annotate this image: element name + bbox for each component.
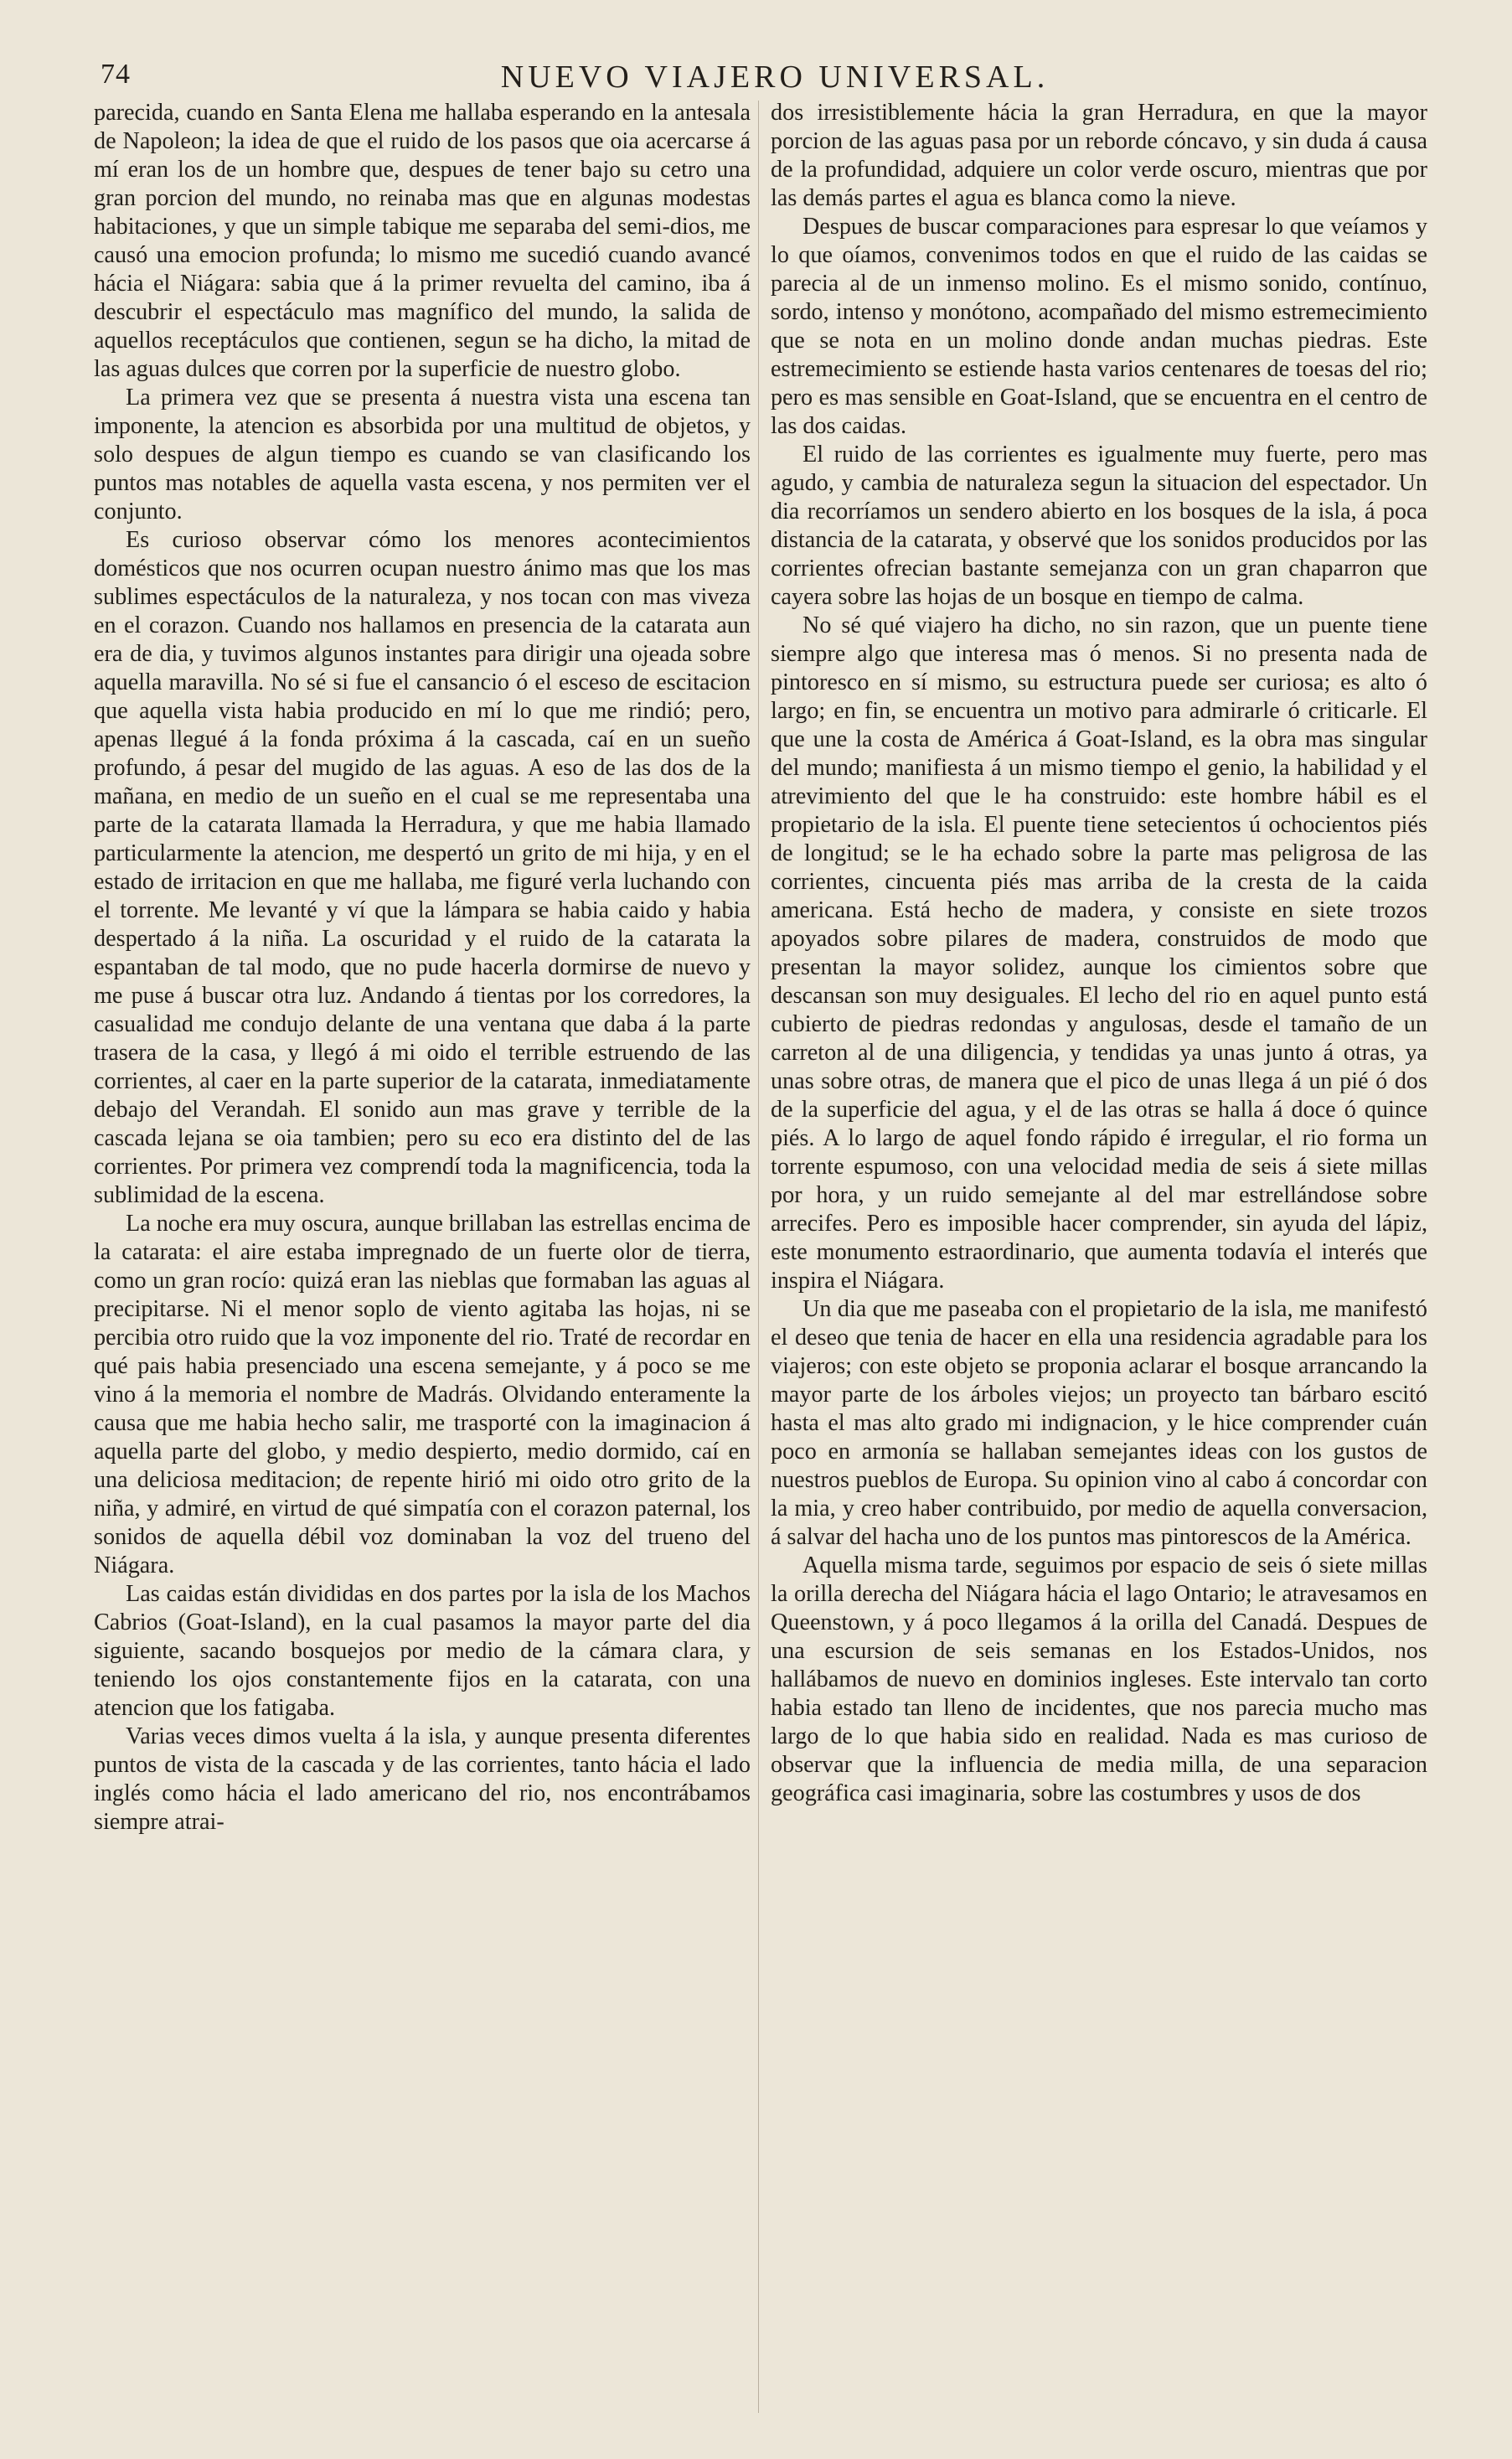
paragraph: Las caidas están divididas en dos partes por la isla de los Machos Cabrios (Goat-Island), en la cual pasamos la mayor parte del dia siguiente, sacando bosquejos por medio de la cámara clara, y teniendo los ojos constantemente fijos en la catarata, con una atencion que los fatigaba. <box>94 1581 751 1721</box>
paragraph: El ruido de las corrientes es igualmente muy fuerte, pero mas agudo, y cambia de naturaleza segun la situacion del espectador. Un dia recorríamos un sendero abierto en los bosques de la isla, á poca distancia de la catarata, y observé que los sonidos producidos por las corrientes ofrecian bastante semejanza con un gran chaparron que cayera sobre las hojas de un bosque en tiempo de calma. <box>771 442 1427 610</box>
paragraph: Es curioso observar cómo los menores acontecimientos domésticos que nos ocurren ocupan nuestro ánimo mas que los mas sublimes espectáculos de la naturaleza, y nos tocan con mas viveza en el corazon. Cuando nos hallamos en presencia de la catarata aun era de dia, y tuvimos algunos instantes para dirigir una ojeada sobre aquella maravilla. No sé si fue el cansancio ó el esceso de escitacion que aquella vista habia producido en mí lo que me rindió; pero, apenas llegué á la fonda próxima á la cascada, caí en un sueño profundo, á pesar del mugido de las aguas. A eso de las dos de la mañana, en medio de un sueño en el cual se me representaba una parte de la catarata llamada la Herradura, y que me habia llamado particularmente la atencion, me despertó un grito de mi hija, y en el estado de irritacion en que me hallaba, me figuré verla luchando con el torrente. Me levanté y ví que la lámpara se habia caido y habia despertado á la niña. La oscuridad y el ruido de la catarata la espantaban de tal modo, que no pude hacerla dormirse de nuevo y me puse á buscar otra luz. Andando á tientas por los corredores, la casualidad me condujo delante de una ventana que daba á la parte trasera de la casa, y llegó á mi oido el terrible estruendo de las corrientes, al caer en la parte superior de la catarata, inmediatamente debajo del Verandah. El sonido aun mas grave y terrible de la cascada lejana se oia tambien; pero su eco era distinto del de las corrientes. Por primera vez comprendí toda la magnificencia, toda la sublimidad de la escena. <box>94 527 751 1208</box>
right-column <box>771 99 1427 2428</box>
paragraph: Aquella misma tarde, seguimos por espacio de seis ó siete millas la orilla derecha del Niágara hácia el lago Ontario; le atravesamos en Queenstown, y á poco llegamos á la orilla del Canadá. Despues de una escursion de seis semanas en los Estados-Unidos, nos hallábamos de nuevo en dominios ingleses. Este intervalo tan corto habia estado tan lleno de incidentes, que nos parecia mucho mas largo de lo que habia sido en realidad. Nada es mas curioso de observar que la influencia de media milla, de una separacion geográfica casi imaginaria, sobre las costumbres y usos de dos <box>771 1552 1427 1806</box>
paragraph: parecida, cuando en Santa Elena me hallaba esperando en la antesala de Napoleon; la idea de que el ruido de los pasos que oia acercarse á mí eran los de un hombre que, despues de tener bajo su cetro una gran porcion del mundo, no reinaba mas que en algunas modestas habitaciones, y que un simple tabique me separaba del semi-dios, me causó una emocion profunda; lo mismo me sucedió cuando avancé hácia el Niágara: sabia que á la primer revuelta del camino, iba á descubrir el espectáculo mas magnífico del mundo, la salida de aquellos receptáculos que contienen, segun se ha dicho, la mitad de las aguas dulces que corren por la superficie de nuestro globo. <box>94 100 751 382</box>
paragraph: La primera vez que se presenta á nuestra vista una escena tan imponente, la atencion es absorbida por una multitud de objetos, y solo despues de algun tiempo es cuando se van clasificando los puntos mas notables de aquella vasta escena, y nos permiten ver el conjunto. <box>94 385 751 524</box>
paragraph: Despues de buscar comparaciones para espresar lo que veíamos y lo que oíamos, convenimos todos en que el ruido de las caidas se parecia al de un inmenso molino. Es el mismo sonido, contínuo, sordo, intenso y monótono, acompañado del mismo estremecimiento que se nota en un molino donde andan muchas piedras. Este estremecimiento se estiende hasta varios centenares de toesas del rio; pero es mas sensible en Goat-Island, que se encuentra en el centro de las dos caidas. <box>771 214 1427 439</box>
page-number: 74 <box>101 59 131 90</box>
paragraph: Varias veces dimos vuelta á la isla, y aunque presenta diferentes puntos de vista de la cascada y de las corrientes, tanto hácia el lado inglés como hácia el lado americano del rio, nos encontrábamos siempre atrai- <box>94 1723 751 1835</box>
paragraph: La noche era muy oscura, aunque brillaban las estrellas encima de la catarata: el aire estaba impregnado de un fuerte olor de tierra, como un gran rocío: quizá eran las nieblas que formaban las aguas al precipitarse. Ni el menor soplo de viento agitaba las hojas, ni se percibia otro ruido que la voz imponente del rio. Traté de recordar en qué pais habia presenciado una escena semejante, y á poco se me vino á la memoria el nombre de Madrás. Olvidando enteramente la causa que me habia hecho salir, me trasporté con la imaginacion á aquella parte del globo, y medio despierto, medio dormido, caí en una deliciosa meditacion; de repente hirió mi oido otro grito de la niña, y admiré, en virtud de qué simpatía con el corazon paternal, los sonidos de aquella débil voz dominaban la voz del trueno del Niágara. <box>94 1211 751 1578</box>
paragraph: Un dia que me paseaba con el propietario de la isla, me manifestó el deseo que tenia de hacer en ella una residencia agradable para los viajeros; con este objeto se proponia aclarar el bosque arrancando la mayor parte de los árboles viejos; un proyecto tan bárbaro escitó hasta el mas alto grado mi indignacion, y le hice comprender cuán poco en armonía se hallaban semejantes ideas con los gustos de nuestros pueblos de Europa. Su opinion vino al cabo á concordar con la mia, y creo haber contribuido, por medio de aquella conversacion, á salvar del hacha uno de los puntos mas pintorescos de la América. <box>771 1296 1427 1550</box>
left-column <box>94 99 751 2428</box>
page-header <box>101 59 1449 101</box>
running-title: NUEVO VIAJERO UNIVERSAL. <box>500 59 1050 95</box>
paragraph: No sé qué viajero ha dicho, no sin razon, que un puente tiene siempre algo que interesa mas ó menos. Si no presenta nada de pintoresco en sí mismo, su estructura puede ser curiosa; es alto ó largo; en fin, se encuentra un motivo para admirarle ó criticarle. El que une la costa de América á Goat-Island, es la obra mas singular del mundo; manifiesta á un mismo tiempo el genio, la habilidad y el atrevimiento del que le ha construido: este hombre hábil es el propietario de la isla. El puente tiene setecientos ú ochocientos piés de longitud; se le ha echado sobre la parte mas peligrosa de las corrientes, cincuenta piés mas arriba de la cresta de la caida americana. Está hecho de madera, y consiste en siete trozos apoyados sobre pilares de madera, construidos de modo que presentan la mayor solidez, aunque los cimientos sobre que descansan son muy desiguales. El lecho del rio en aquel punto está cubierto de piedras redondas y angulosas, desde el tamaño de un carreton al de una diligencia, y tendidas ya unas junto á otras, ya unas sobre otras, de manera que el pico de unas llega á un pié ó dos de la superficie del agua, y el de las otras se halla á doce ó quince piés. A lo largo de aquel fondo rápido é irregular, el rio forma un torrente espumoso, con una velocidad media de seis á siete millas por hora, y un ruido semejante al del mar estrellándose sobre arrecifes. Pero es imposible hacer comprender, sin ayuda del lápiz, este monumento estraordinario, que aumenta todavía el interés que inspira el Niágara. <box>771 612 1427 1294</box>
column-divider <box>758 101 759 2413</box>
paragraph: dos irresistiblemente hácia la gran Herradura, en que la mayor porcion de las aguas pasa por un reborde cóncavo, y sin duda á causa de la profundidad, adquiere un color verde oscuro, mientras que por las demás partes el agua es blanca como la nieve. <box>771 100 1427 211</box>
